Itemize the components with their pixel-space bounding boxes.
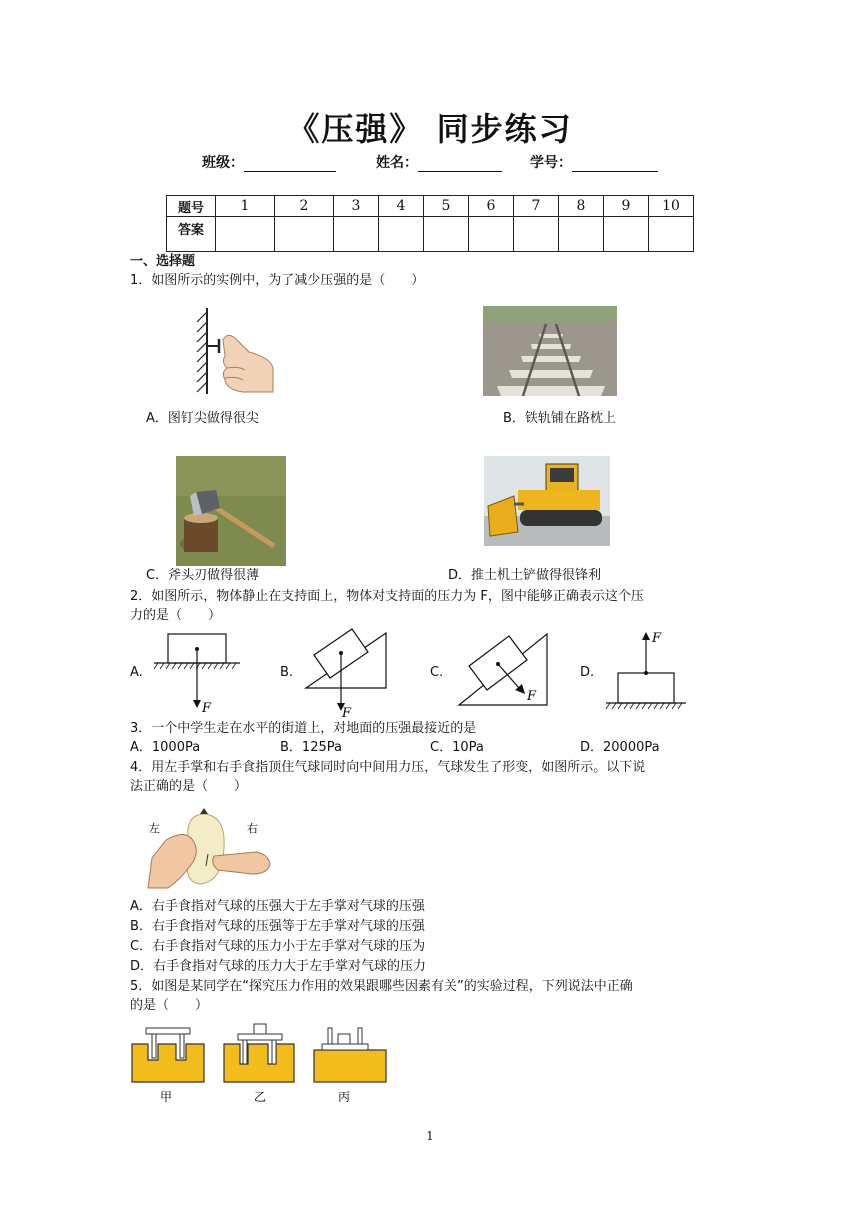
question-number-cell: 6 [469,196,514,217]
q4-stem-line2: 法正确的是（ ） [130,779,248,794]
id-label: 学号： [530,155,572,171]
experiment-label-bing: 丙 [338,1090,351,1104]
class-label: 班级： [202,155,244,171]
q4-option-a: A．右手食指对气球的压强大于左手掌对气球的压强 [130,899,425,914]
page-title: 《压强》 同步练习 [287,110,573,148]
question-number-cell: 9 [604,196,649,217]
class-field [202,152,336,172]
thumbtack-image [183,306,279,396]
answer-table-number-row [167,196,694,217]
answer-cell[interactable] [514,217,559,252]
q1-stem: 1．如图所示的实例中，为了减少压强的是（ ） [130,273,425,288]
q1-option-c: C．斧头刃做得很薄 [146,568,260,583]
class-blank [244,157,336,172]
q2-diagram-d [602,628,692,716]
question-number-cell: 7 [514,196,559,217]
question-number-cell: 8 [559,196,604,217]
question-number-cell: 2 [275,196,334,217]
answer-cell[interactable] [424,217,469,252]
experiment-yi [224,1024,294,1104]
q3-option-d: D．20000Pa [580,740,660,755]
force-label: F [202,701,212,716]
axe-photo [176,456,286,566]
name-blank [418,157,502,172]
answer-cell[interactable] [379,217,424,252]
page-number: 1 [426,1129,434,1143]
answer-cell[interactable] [275,217,334,252]
bulldozer-photo [484,456,610,546]
q3-option-c: C．10Pa [430,740,484,755]
balloon-hands-image [144,808,274,890]
q4-option-c: C．右手食指对气球的压力小于左手掌对气球的压为 [130,939,426,954]
name-field [376,152,502,172]
name-label: 姓名： [376,155,418,171]
q4-option-b: B．右手食指对气球的压强等于左手掌对气球的压强 [130,919,425,934]
id-field [530,152,658,172]
question-number-cell: 1 [216,196,275,217]
left-label: 左 [149,822,160,835]
q2-stem-line1: 2．如图所示，物体静止在支持面上，物体对支持面的压力为 F，图中能够正确表示这个压 [130,589,644,604]
q5-stem-line2: 的是（ ） [130,998,209,1013]
q3-option-a: A．1000Pa [130,740,201,755]
answer-cell[interactable] [649,217,694,252]
question-number-header: 题号 [167,196,216,217]
answer-header: 答案 [167,217,216,252]
answer-table [166,195,694,252]
experiment-bing [314,1028,386,1104]
experiment-diagram [130,1022,390,1112]
question-number-cell: 4 [379,196,424,217]
force-label: F [527,689,537,704]
q1-option-b: B．铁轨铺在路枕上 [503,411,616,426]
q2-option-a-label: A. [130,665,143,680]
q2-option-c-label: C. [430,665,444,680]
q1-option-a: A．图钉尖做得很尖 [146,411,259,426]
experiment-label-jia: 甲 [160,1090,173,1104]
q4-option-d: D．右手食指对气球的压力大于左手掌对气球的压力 [130,959,427,974]
q3-option-b: B．125Pa [280,740,342,755]
answer-cell[interactable] [604,217,649,252]
q3-stem: 3．一个中学生走在水平的街道上，对地面的压强最接近的是 [130,721,477,736]
answer-cell[interactable] [216,217,275,252]
force-label: F [342,706,352,720]
q2-diagram-b [300,625,396,720]
right-label: 右 [247,822,258,835]
experiment-jia [132,1028,204,1104]
id-blank [572,157,658,172]
q2-diagram-c [455,630,555,710]
answer-cell[interactable] [469,217,514,252]
answer-cell[interactable] [559,217,604,252]
force-label: F [652,631,662,646]
q2-diagram-a [150,628,246,716]
answer-cell[interactable] [334,217,379,252]
answer-table-answer-row [167,217,694,252]
question-number-cell: 10 [649,196,694,217]
q2-stem-line2: 力的是（ ） [130,608,222,623]
q5-stem-line1: 5．如图是某同学在“探究压力作用的效果跟哪些因素有关”的实验过程，下列说法中正确 [130,979,633,994]
q4-stem-line1: 4．用左手掌和右手食指顶住气球同时向中间用力压，气球发生了形变，如图所示。以下说 [130,760,646,775]
q2-option-b-label: B. [280,665,294,680]
q1-option-d: D．推土机土铲做得很锋利 [448,568,602,583]
question-number-cell: 3 [334,196,379,217]
railway-photo [483,306,617,396]
section-heading: 一、选择题 [130,254,196,269]
question-number-cell: 5 [424,196,469,217]
q2-option-d-label: D. [580,665,595,680]
experiment-label-yi: 乙 [254,1090,267,1104]
